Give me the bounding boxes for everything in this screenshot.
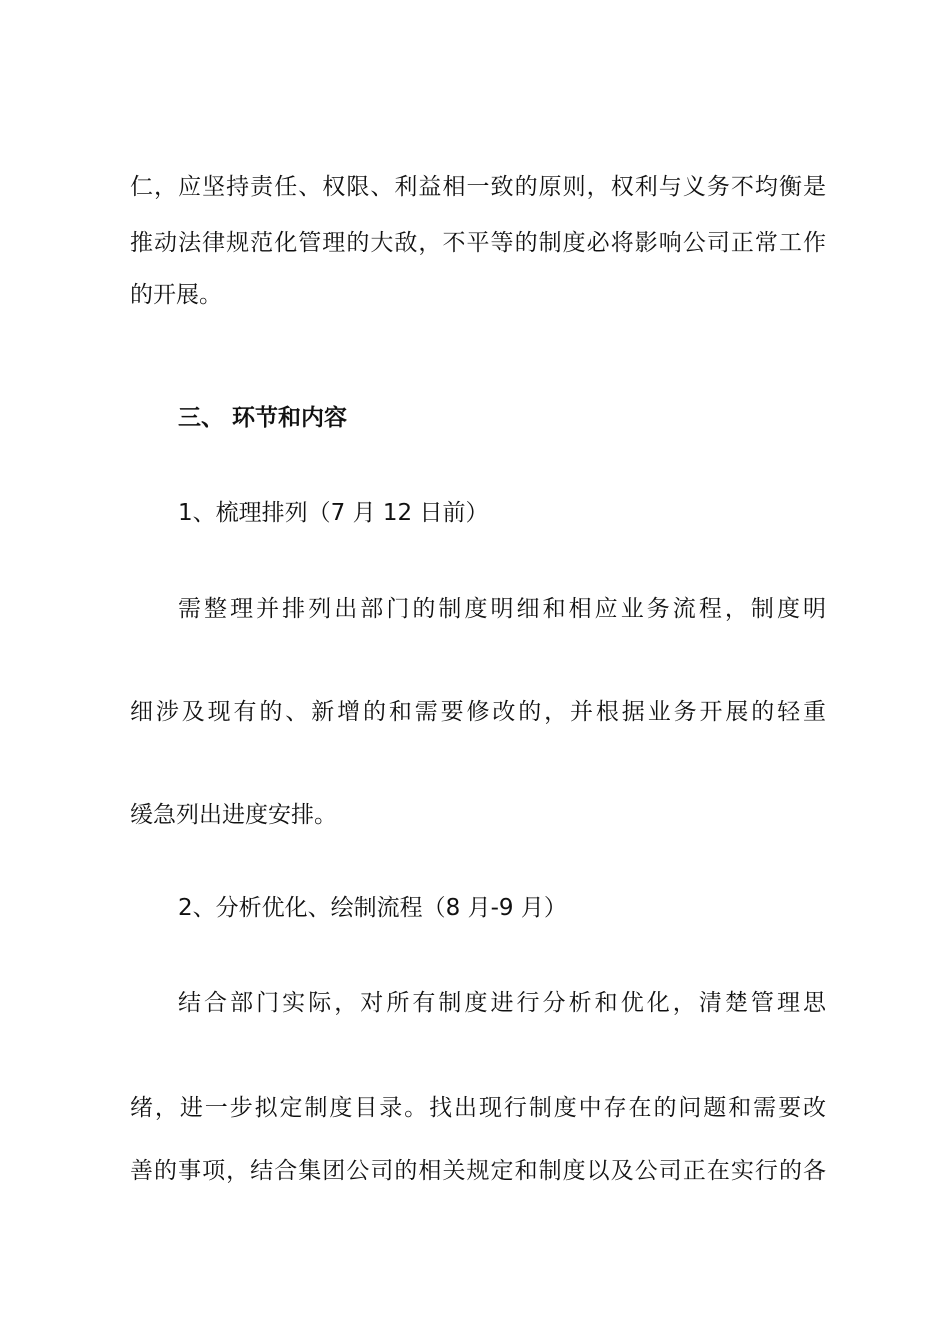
- subsection-heading: 2、分析优化、绘制流程（8 月-9 月）: [178, 895, 567, 921]
- paragraph-line: 缓急列出进度安排。: [130, 802, 337, 828]
- paragraph-line: 仁，应坚持责任、权限、利益相一致的原则，权利与义务不均衡是: [130, 174, 826, 200]
- paragraph-line: 绪，进一步拟定制度目录。找出现行制度中存在的问题和需要改: [130, 1095, 826, 1121]
- subsection-heading: 1、梳理排列（7 月 12 日前）: [178, 500, 489, 526]
- paragraph-line: 需整理并排列出部门的制度明细和相应业务流程，制度明: [178, 596, 826, 622]
- section-heading: 三、 环节和内容: [178, 405, 348, 431]
- paragraph-line: 的开展。: [130, 282, 222, 308]
- paragraph-line: 结合部门实际，对所有制度进行分析和优化，清楚管理思: [178, 990, 826, 1016]
- paragraph-line: 推动法律规范化管理的大敌，不平等的制度必将影响公司正常工作: [130, 230, 826, 256]
- paragraph-line: 细涉及现有的、新增的和需要修改的，并根据业务开展的轻重: [130, 699, 826, 725]
- paragraph-line: 善的事项，结合集团公司的相关规定和制度以及公司正在实行的各: [130, 1158, 826, 1184]
